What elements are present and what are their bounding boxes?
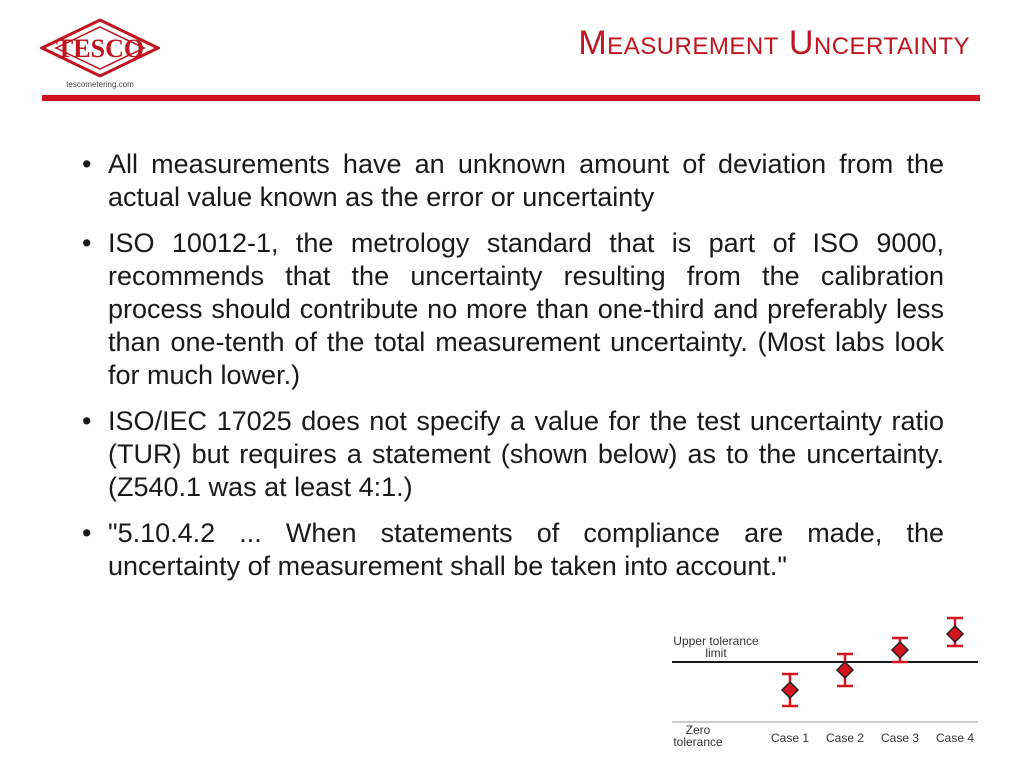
tesco-logo-mark: [40, 18, 160, 78]
measurement-point: [892, 642, 908, 658]
bullet-item: [78, 405, 944, 504]
measurement-point: [837, 662, 853, 678]
bullet-text: ISO 10012-1, the metrology standard that is part of ISO 9000, recommends that the uncertainty resulting from the calibration process should contribute no more than one-third and preferably less than one-tenth of the total measurement uncertainty. (Most labs look for much lower.): [108, 228, 944, 390]
upper-tolerance-label-2: limit: [705, 646, 727, 660]
bullet-dot-icon: •: [82, 518, 92, 548]
bullet-text: "5.10.4.2 ... When statements of compliance are made, the uncertainty of measurement shall be taken into account.": [108, 518, 944, 581]
bullet-text: ISO/IEC 17025 does not specify a value for the test uncertainty ratio (TUR) but requires a statement (shown below) as to the uncertainty. (Z540.1 was at least 4:1.): [108, 406, 944, 502]
measurement-point: [947, 626, 963, 642]
bullet-item: [78, 148, 944, 214]
title-divider: [42, 95, 980, 101]
case-label: Case 2: [825, 731, 865, 745]
bullet-dot-icon: •: [82, 228, 92, 258]
case-label: Case 4: [935, 731, 975, 745]
bullet-list: [78, 148, 944, 596]
bullet-dot-icon: •: [82, 149, 92, 179]
measurement-point: [782, 682, 798, 698]
zero-tolerance-label: Zero: [685, 723, 711, 737]
case-label: Case 3: [880, 731, 920, 745]
slide-title: Measurement Uncertainty: [578, 24, 970, 62]
bullet-item: [78, 227, 944, 392]
logo-url: tescometering.com: [66, 80, 134, 89]
bullet-text: All measurements have an unknown amount of deviation from the actual value known as the error or uncertainty: [108, 149, 944, 212]
bullet-dot-icon: •: [82, 406, 92, 436]
upper-tolerance-label: Upper tolerance: [673, 634, 759, 648]
tolerance-figure: [664, 570, 984, 760]
tolerance-chart: [664, 570, 984, 760]
zero-tolerance-label-2: tolerance: [673, 735, 723, 749]
logo-brand-text: TESCO: [55, 34, 145, 63]
case-label: Case 1: [770, 731, 810, 745]
tesco-logo[interactable]: [40, 18, 160, 98]
